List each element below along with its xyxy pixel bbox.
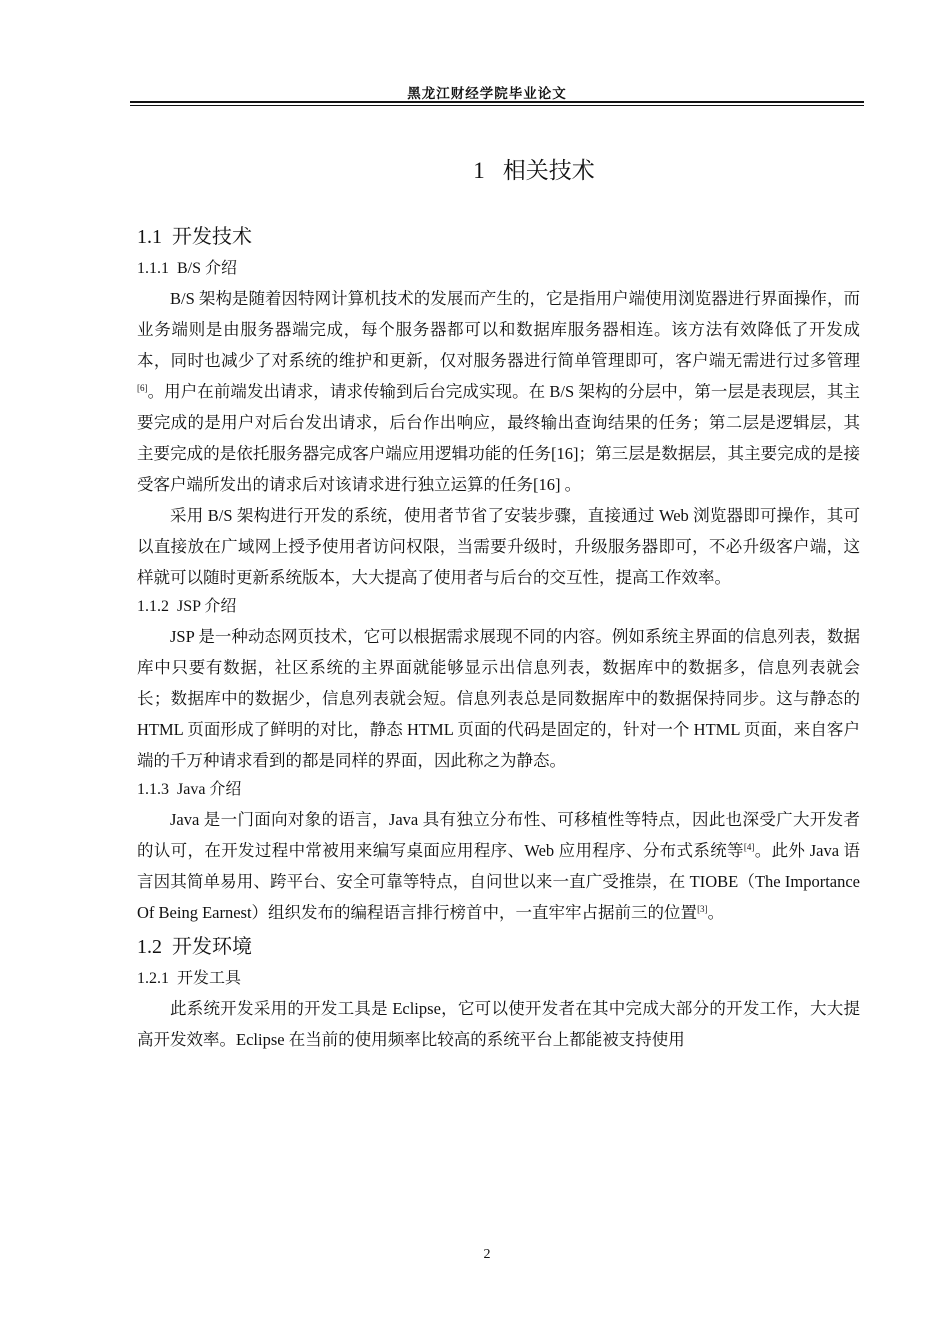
citation: [3] [697, 904, 708, 914]
citation: [6] [137, 383, 148, 393]
subsection-heading-1-1-1: 1.1.1 B/S 介绍 [137, 260, 238, 277]
subsection-heading-1-1-2: 1.1.2 JSP 介绍 [137, 598, 237, 615]
paragraph-java: Java 是一门面向对象的语言，Java 具有独立分布性、可移植性等特点，因此也深受广大开发者的认可，在开发过程中常被用来编写桌面应用程序、Web 应用程序、分布式系统等[4]。此外 Java 语言因其简单易用、跨平台、安全可靠等特点，自问世以来一直广受推崇，在 TIOBE（The Importance Of Being Earnest）组织发布的编程语言排行榜首中，一直牢牢占据前三的位置[3]。 [137, 810, 861, 922]
paragraph-bs-intro: B/S 架构是随着因特网计算机技术的发展而产生的，它是指用户端使用浏览器进行界面操作，而业务端则是由服务器端完成，每个服务器都可以和数据库服务器相连。该方法有效降低了开发成本，同时也减少了对系统的维护和更新，仅对服务器进行简单管理即可，客户端无需进行过多管理[6]。用户在前端发出请求，请求传输到后台完成实现。在 B/S 架构的分层中，第一层是表现层，其主要完成的是用户对后台发出请求，后台作出响应，最终输出查询结果的任务；第二层是逻辑层，其主要完成的是依托服务器完成客户端应用逻辑功能的任务[16]；第三层是数据层，其主要完成的是接受客户端所发出的请求后对该请求进行独立运算的任务[16] 。 [137, 289, 860, 494]
chapter-heading-text: 相关技术 [502, 158, 595, 184]
section-heading-1-1: 1.1 开发技术 [137, 224, 252, 248]
header-rule [130, 101, 864, 106]
page-body [137, 218, 860, 1055]
subsection-heading-1-2-1: 1.2.1 开发工具 [137, 970, 242, 987]
paragraph-bs-benefits: 采用 B/S 架构进行开发的系统，使用者节省了安装步骤，直接通过 Web 浏览器即可操作，其可以直接放在广域网上授予使用者访问权限，当需要升级时，升级服务器即可，不必升级客户端，这样就可以随时更新系统版本，大大提高了使用者与后台的交互性，提高工作效率。 [137, 506, 860, 587]
chapter-number: 1 [473, 158, 485, 183]
citation: [4] [743, 842, 755, 852]
chapter-title [0, 152, 950, 185]
running-header: 黑龙江财经学院毕业论文 [407, 86, 567, 101]
paragraph-jsp: JSP 是一种动态网页技术，它可以根据需求展现不同的内容。例如系统主界面的信息列表，数据库中只要有数据，社区系统的主界面就能够显示出信息列表，数据库中的数据多，信息列表就会长；数据库中的数据少，信息列表就会短。信息列表总是同数据库中的数据保持同步。这与静态的 HTML 页面形成了鲜明的对比，静态 HTML 页面的代码是固定的，针对一个 HTML 页面，来自客户端的千万种请求看到的都是同样的界面，因此称之为静态。 [137, 627, 860, 770]
page-number: 2 [483, 1247, 491, 1262]
subsection-heading-1-1-3: 1.1.3 Java 介绍 [137, 781, 242, 798]
paragraph-eclipse: 此系统开发采用的开发工具是 Eclipse，它可以使开发者在其中完成大部分的开发工作，大大提高开发效率。Eclipse 在当前的使用频率比较高的系统平台上都能被支持使用 [137, 999, 860, 1049]
section-heading-1-2: 1.2 开发环境 [137, 934, 252, 958]
